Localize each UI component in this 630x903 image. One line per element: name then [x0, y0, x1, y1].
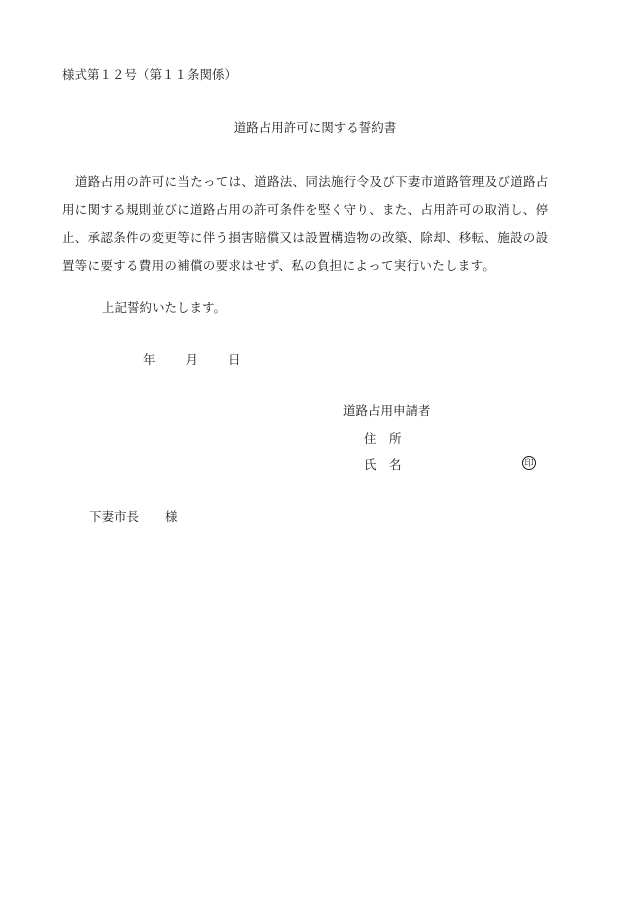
date-month-label: 月 [185, 352, 199, 367]
document-title: 道路占用許可に関する誓約書 [233, 120, 397, 135]
oath-statement: 上記誓約いたします。 [102, 300, 227, 315]
pledge-line-3: 止、承認条件の変更等に伴う損害賠償又は設置構造物の改築、除却、移転、施設の設 [62, 230, 549, 245]
seal-mark: 印 [522, 456, 536, 470]
date-day-label: 日 [228, 352, 241, 367]
pledge-line-2: 用に関する規則並びに道路占用の許可条件を堅く守り、また、占用許可の取消し、停 [62, 202, 549, 217]
pledge-line-1: 道路占用の許可に当たっては、道路法、同法施行令及び下妻市道路管理及び道路占 [75, 174, 549, 189]
addressee-honorific: 様 [165, 509, 178, 524]
pledge-body [62, 168, 592, 280]
address-label: 住 所 [364, 431, 402, 446]
date-year-label: 年 [143, 352, 156, 367]
name-label: 氏 名 [364, 457, 402, 472]
addressee-name: 下妻市長 [89, 509, 140, 524]
form-number: 様式第１２号（第１１条関係） [62, 67, 238, 82]
addressee [89, 509, 178, 525]
pledge-line-4: 置等に要する費用の補償の要求はせず、私の負担によって実行いたします。 [62, 258, 496, 273]
date-line [143, 352, 241, 368]
applicant-heading: 道路占用申請者 [343, 403, 431, 418]
